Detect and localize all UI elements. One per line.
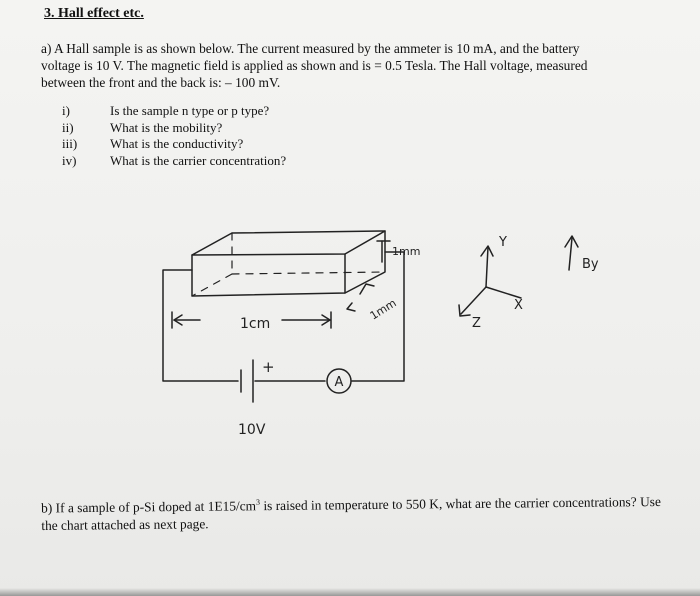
battery-plus-label: + (262, 358, 275, 376)
part-a-paragraph: a) A Hall sample is as shown below. The current measured by the ammeter is 10 mA, and the battery voltage is 10 V. The magnetic field is applied as shown and is = 0.5 Tesla. The Hall voltage, measured between the front and the back is: – 100 mV. (41, 41, 588, 90)
question-number: iv) (62, 152, 77, 168)
question-text: What is the mobility? (110, 119, 223, 135)
section-heading: 3. Hall effect etc. (44, 6, 144, 21)
question-text: What is the carrier concentration? (110, 152, 287, 168)
height-label: 1mm (392, 245, 421, 258)
circuit-wire-left (163, 270, 238, 381)
question-number: i) (62, 103, 70, 118)
axis-y-line (486, 247, 488, 287)
page-bottom-shadow (0, 588, 700, 596)
width-label: 1cm (240, 316, 271, 332)
part-b-text-end: is raised in temperature to 550 K, what are the carrier concentrations? Use the chart attached as next page. (41, 493, 661, 534)
depth-label: 1mm (367, 296, 399, 323)
field-label: By (582, 257, 599, 272)
field-arrow-line (569, 238, 572, 270)
sample-front-face (192, 254, 345, 296)
sample-top-face (192, 231, 385, 255)
question-text: Is the sample n type or p type? (110, 103, 270, 118)
axis-x-label: X (514, 298, 523, 313)
question-number: iii) (62, 136, 78, 151)
axis-x-line (486, 287, 521, 298)
ammeter-label: A (334, 375, 344, 390)
axis-y-label: Y (499, 235, 507, 250)
axis-z-line (461, 287, 486, 314)
question-text: What is the conductivity? (110, 136, 244, 151)
part-b-paragraph (41, 490, 661, 536)
depth-arrow-high (360, 284, 374, 294)
depth-arrow-low (347, 303, 355, 311)
part-b-text-start: b) If a sample of p-Si doped at 1E15/cm (41, 498, 257, 516)
part-b-superscript: 3 (255, 497, 261, 507)
battery-voltage-label: 10V (238, 422, 266, 438)
axis-z-label: Z (472, 316, 481, 331)
question-number: ii) (62, 119, 74, 135)
